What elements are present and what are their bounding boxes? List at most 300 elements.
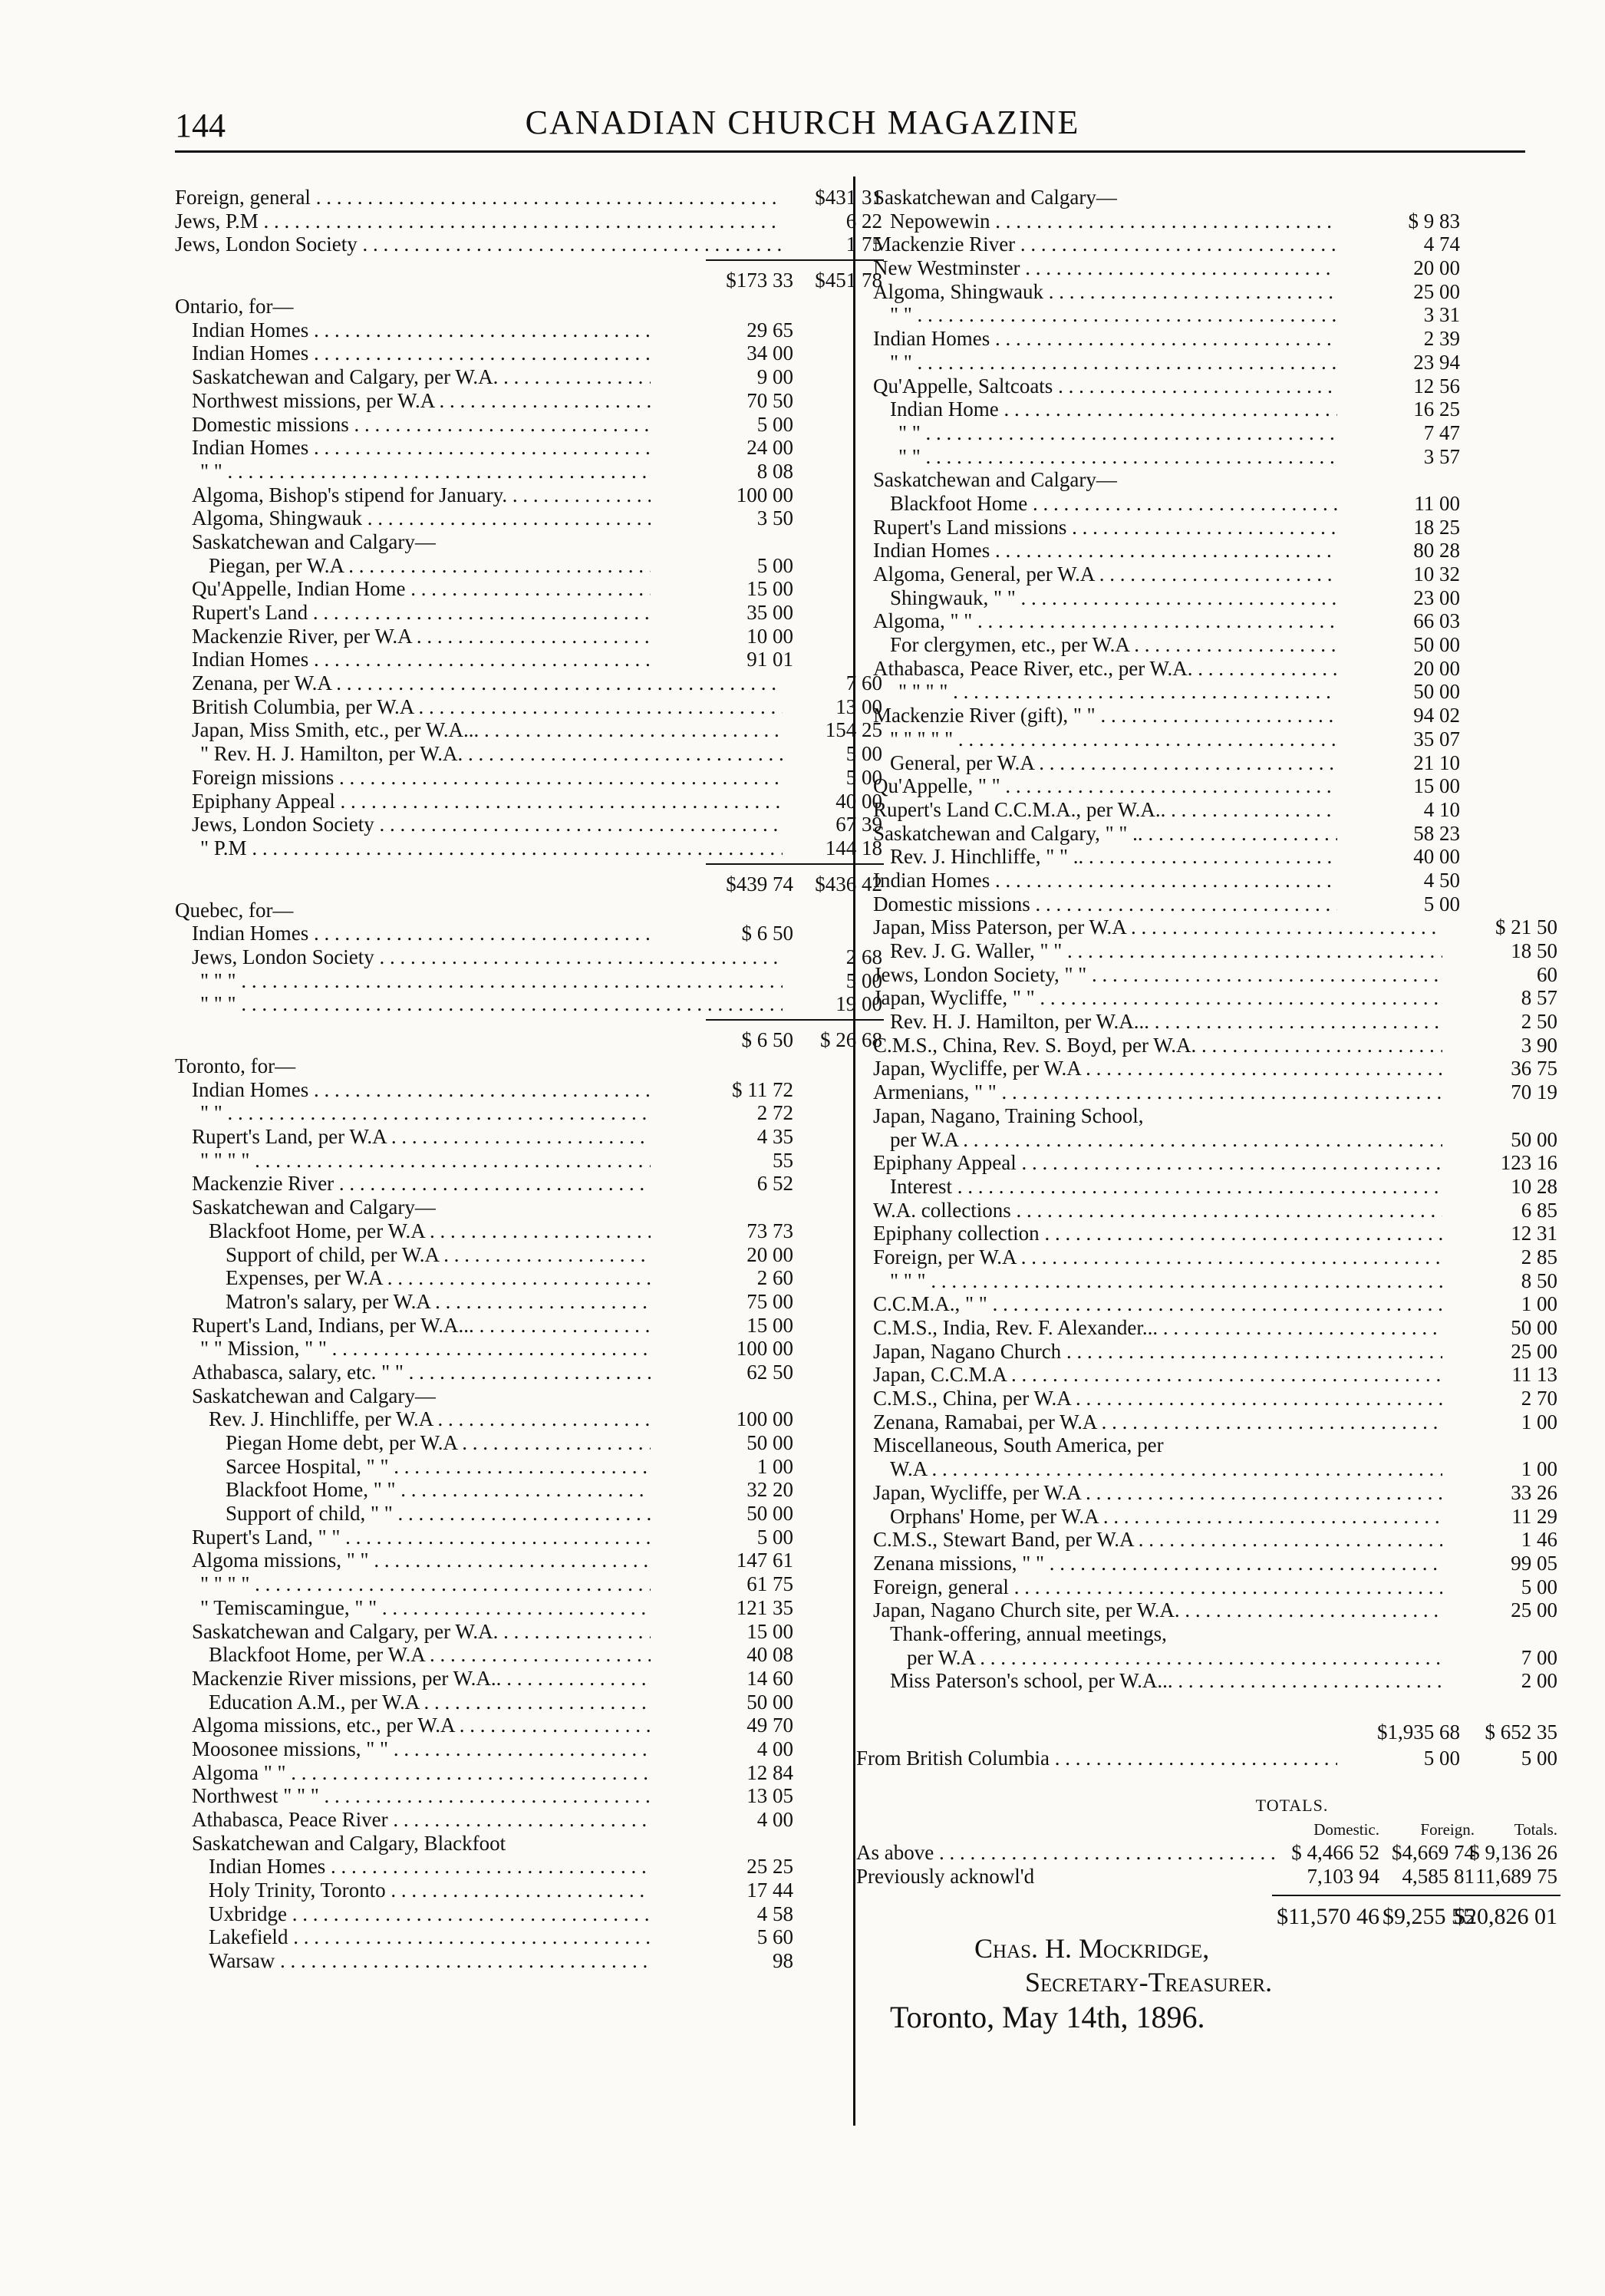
entry-row [175,945,882,969]
entry-row [175,625,844,648]
amount-domestic: 12 84 [746,1760,793,1784]
amount-domestic: 50 00 [1413,680,1460,704]
entry-row [873,1292,1557,1316]
entry-row [175,1243,844,1267]
subtotal-foreign: $451 78 [815,269,882,292]
amount-foreign: 13 00 [835,694,882,718]
amount-domestic: 62 50 [746,1360,793,1384]
amount-foreign: 67 39 [835,813,882,836]
entry-label: Epiphany Appeal . . . [873,1151,1442,1175]
amount-domestic: 40 00 [1413,845,1460,869]
entry-row [873,1104,1511,1128]
amount-foreign: 6 22 [845,209,882,233]
amount-foreign: 1 00 [1521,1410,1557,1433]
entry-row [873,1151,1557,1175]
entry-label: Indian Homes . . . [192,341,651,365]
entry-row [873,256,1511,280]
signature: Secretary-Treasurer. [1025,1966,1273,1997]
entry-label: Indian Homes . . . [192,436,651,460]
entry-label: Mackenzie River, per W.A . . . [192,625,651,648]
amount-domestic: $ 11 72 [732,1077,793,1101]
entry-row [873,1410,1557,1434]
entry-label: Zenana, per W.A . . . [192,671,783,695]
entry-label: Rev. J. Hinchliffe, " " .. . . . [890,845,1337,869]
amount-domestic: 23 94 [1413,350,1460,374]
totals-label: As above . . . [856,1841,1275,1865]
amount-domestic: 5 00 [756,412,793,436]
entry-label: Foreign missions . . . [192,766,783,790]
entry-label: Zenana, Ramabai, per W.A . . . [873,1410,1442,1434]
entry-row [175,483,844,507]
entry-label: Japan, Wycliffe, per W.A . . . [873,1057,1442,1080]
subtotal-foreign: $436 42 [815,872,882,896]
entry-label: Mackenzie River . . . [873,233,1337,256]
entry-label: Lakefield . . . [209,1925,651,1949]
entry-label: " " " . . . [890,1269,1442,1293]
totals-domestic: $ 4,466 52 [1291,1841,1379,1865]
amount-domestic: 4 00 [756,1808,793,1831]
header-domestic: Domestic. [1313,1819,1379,1839]
amount-foreign: 33 26 [1511,1480,1557,1504]
page-title: CANADIAN CHURCH MAGAZINE [525,104,1080,141]
entry-label: Piegan Home debt, per W.A . . . [226,1431,651,1455]
amount-domestic: 4 00 [756,1737,793,1760]
amount-foreign: 36 75 [1511,1057,1557,1080]
entry-label: Indian Homes . . . [192,1078,651,1102]
entry-label: Shingwauk, " " . . . [890,586,1337,610]
amount-domestic: 12 56 [1413,374,1460,398]
amount-foreign: 2 70 [1521,1387,1557,1410]
header-foreign: Foreign. [1420,1819,1475,1839]
entry-label: Nepowewin . . . [890,209,1337,233]
totals-rule [873,1889,1511,1901]
amount-domestic: 4 35 [756,1125,793,1149]
entry-row [175,1337,844,1361]
entry-label: Rupert's Land, Indians, per W.A... . . . [192,1314,651,1338]
amount-domestic: 5 60 [756,1925,793,1949]
entry-label: W.A. collections . . . [873,1199,1442,1222]
entry-row [873,1339,1557,1364]
entry-label: per W.A . . . [907,1646,1442,1670]
entry-row [873,1010,1557,1034]
subtotal-domestic: $1,935 68 [1377,1720,1460,1743]
entry-row [873,1575,1557,1599]
entry-label: Saskatchewan and Calgary— [192,1384,436,1407]
entry-label: Foreign, general . . . [873,1575,1442,1599]
amount-domestic: 20 00 [1413,256,1460,280]
entry-label: " " . . . [898,445,1337,469]
amount-domestic: 3 50 [756,506,793,530]
amount-foreign: 11 13 [1511,1363,1557,1387]
amount-domestic: 17 44 [746,1879,793,1902]
subtotal-rule [175,256,844,264]
entry-row [175,1407,844,1431]
entry-row [873,869,1511,892]
entry-label: Miscellaneous, South America, per [873,1433,1164,1457]
entry-row [873,1222,1557,1245]
amount-domestic: 18 25 [1413,515,1460,539]
entry-row [873,1363,1557,1387]
entry-label: " " . . . [898,421,1337,445]
amount-foreign: 19 00 [835,992,882,1016]
amount-domestic: 2 60 [756,1266,793,1290]
entry-row [873,1457,1557,1481]
entry-row [873,939,1557,963]
subtotal-row [175,1024,882,1054]
amount-foreign: 8 57 [1521,986,1557,1010]
entry-row [175,1290,844,1314]
entry-label: Qu'Appelle, " " . . . [873,774,1337,798]
entry-row [175,742,882,766]
entry-row [175,1784,844,1808]
entry-row [873,915,1557,939]
entry-row [175,1855,844,1879]
amount-domestic: 15 00 [746,577,793,601]
entry-row [175,1572,844,1596]
entry-label: Mackenzie River (gift), " " . . . [873,704,1337,727]
entry-label: W.A . . . [890,1457,1442,1481]
amount-foreign: 50 00 [1511,1316,1557,1339]
entry-row [873,751,1511,775]
entry-row [873,233,1511,256]
entry-row [175,1949,844,1973]
entry-label: Algoma missions, " " . . . [192,1549,651,1572]
amount-foreign: 1 00 [1521,1457,1557,1481]
totals-heading: TOTALS. [1255,1795,1329,1815]
amount-domestic: 98 [773,1949,793,1973]
entry-label: Saskatchewan and Calgary, per W.A. . . . [192,365,651,389]
amount-domestic: 1 00 [756,1454,793,1478]
entry-label: Armenians, " " . . . [873,1080,1442,1104]
entry-row [175,1314,844,1338]
amount-domestic: 70 50 [746,388,793,412]
subtotal-domestic: $ 6 50 [741,1028,793,1051]
amount-domestic: 49 70 [746,1714,793,1737]
entry-row [175,813,882,836]
subtotal-domestic: $439 74 [726,872,793,896]
entry-row [873,327,1511,351]
totals-total: $ 9,136 26 [1469,1841,1557,1865]
amount-domestic: 61 75 [746,1572,793,1596]
amount-foreign: 2 68 [845,945,882,968]
entry-label: Moosonee missions, " " . . . [192,1737,651,1761]
entry-row [175,1691,844,1714]
entry-row [175,1172,844,1196]
entry-row [175,992,882,1016]
amount-domestic: 11 00 [1414,491,1460,515]
entry-label: Indian Homes . . . [192,922,651,945]
entry-row [175,1502,844,1526]
amount-domestic: 14 60 [746,1666,793,1690]
amount-foreign: 99 05 [1511,1551,1557,1575]
amount-domestic: 7 47 [1423,421,1460,444]
entry-label: Japan, Wycliffe, " " . . . [873,986,1442,1010]
entry-row [175,1455,844,1479]
section-heading [175,1196,844,1219]
entry-row [175,1361,844,1384]
totals-domestic: 7,103 94 [1307,1865,1379,1889]
entry-row [873,445,1511,469]
entry-row [175,506,844,530]
entry-row [873,609,1511,633]
spacer [873,1770,1511,1793]
entry-row [175,186,882,209]
amount-domestic: 25 25 [746,1855,793,1879]
amount-domestic: 4 74 [1423,233,1460,256]
entry-label: Japan, Nagano Church site, per W.A. . . . [873,1598,1442,1622]
entry-row [175,694,882,719]
amount-foreign: 6 85 [1521,1198,1557,1222]
amount-foreign: 10 28 [1511,1174,1557,1198]
entry-label: From British Columbia . . . [856,1747,1337,1770]
subtotal-row [175,264,882,295]
entry-label: Algoma, Bishop's stipend for January. . . . [192,483,651,507]
entry-label: C.C.M.A., " " . . . [873,1292,1442,1316]
subtotal-rule [175,1016,844,1024]
entry-label: Epiphany Appeal . . . [192,790,783,813]
header-rule [175,150,1525,153]
entry-label: Japan, Wycliffe, per W.A . . . [873,1481,1442,1505]
entry-label: Indian Home . . . [890,398,1337,421]
entry-row [873,892,1511,916]
entry-label: Thank-offering, annual meetings, [890,1621,1167,1645]
amount-domestic: 50 00 [746,1690,793,1714]
entry-row [175,1714,844,1737]
entry-label: Epiphany collection . . . [873,1222,1442,1245]
amount-domestic: 50 00 [1413,633,1460,657]
entry-row [873,1669,1557,1693]
entry-label: Warsaw . . . [209,1949,651,1973]
entry-row [873,1127,1557,1152]
entry-row [873,280,1511,304]
entry-label: Athabasca, Peace River . . . [192,1808,651,1832]
entry-row [175,1125,844,1149]
section-heading [175,1054,844,1078]
entry-label: " " . . . [200,460,651,483]
entry-row [873,962,1557,987]
amount-domestic: 15 00 [746,1313,793,1337]
entry-row [873,1528,1557,1552]
entry-row [175,1925,844,1949]
amount-domestic: 35 07 [1413,727,1460,750]
entry-label: Jews, London Society . . . [192,945,783,969]
entry-label: Algoma, Shingwauk . . . [192,506,651,530]
entry-label: " P.M . . . [200,836,783,860]
entry-label: Mackenzie River . . . [192,1172,651,1196]
entry-label: C.M.S., India, Rev. F. Alexander... . . . [873,1316,1442,1340]
amount-domestic: 50 00 [746,1502,793,1526]
entry-label: Foreign, per W.A . . . [873,1245,1442,1269]
amount-domestic: 15 00 [746,1619,793,1643]
entry-row [175,1078,844,1102]
entry-row [175,1549,844,1572]
entry-label: Sarcee Hospital, " " . . . [226,1455,651,1479]
entry-label: Rupert's Land, per W.A . . . [192,1125,651,1149]
entry-label: Rupert's Land, " " . . . [192,1526,651,1549]
entry-row [175,1737,844,1761]
amount-domestic: 91 01 [746,648,793,671]
entry-label: Blackfoot Home, " " . . . [226,1478,651,1502]
entry-row [873,727,1511,751]
entry-label: " Temiscamingue, " " . . . [200,1596,651,1620]
entry-label: Ontario, for— [175,295,294,318]
entry-label: Jews, London Society . . . [192,813,783,836]
entry-label: Northwest missions, per W.A . . . [192,389,651,413]
entry-label: Support of child, " " . . . [226,1502,651,1526]
amount-domestic: 34 00 [746,341,793,365]
entry-label: Rupert's Land . . . [192,601,651,625]
amount-domestic: 147 61 [736,1549,793,1572]
entry-label: Rupert's Land missions . . . [873,516,1337,539]
entry-row [873,351,1511,374]
amount-foreign: 5 00 [845,968,882,992]
entry-label: Holy Trinity, Toronto . . . [209,1879,651,1902]
entry-row [175,718,882,742]
totals-column-headers [873,1818,1557,1842]
entry-row [175,1620,844,1644]
entry-row [175,1879,844,1902]
entry-label: " " . . . [890,303,1337,327]
amount-foreign: 5 00 [1521,1747,1557,1770]
entry-label: Toronto, for— [175,1054,296,1077]
entry-label: " " . . . [200,1101,651,1125]
entry-row [873,303,1511,327]
entry-row [175,577,844,601]
amount-foreign: 2 85 [1521,1245,1557,1268]
entry-row [873,1268,1557,1293]
amount-foreign: 7 00 [1521,1645,1557,1669]
amount-foreign: 60 [1537,962,1557,986]
entry-label: " " " " . . . [898,680,1337,704]
entry-row [873,562,1511,586]
amount-domestic: 3 31 [1423,303,1460,327]
amount-foreign: 70 19 [1511,1080,1557,1104]
amount-domestic: 100 00 [736,1337,793,1361]
entry-row [175,233,882,256]
entry-label: Rev. J. Hinchliffe, per W.A . . . [209,1407,651,1431]
amount-foreign: 40 00 [835,789,882,813]
totals-row [856,1841,1557,1865]
amount-domestic: 4 58 [756,1902,793,1925]
entry-row [175,968,882,993]
entry-row [873,1057,1557,1080]
amount-domestic: 23 00 [1413,586,1460,609]
totals-label: Previously acknowl'd [856,1865,1035,1889]
signature: Chas. H. Mockridge, [974,1932,1210,1964]
entry-label: Indian Homes . . . [192,648,651,671]
entry-row [175,1808,844,1832]
entry-row [873,1433,1511,1457]
amount-foreign: 25 00 [1511,1339,1557,1363]
entry-row [175,671,882,695]
entry-row [175,1219,844,1243]
subtotal-foreign: $ 652 35 [1485,1720,1557,1743]
entry-label: C.M.S., China, per W.A . . . [873,1387,1442,1410]
amount-domestic: 15 00 [1413,774,1460,798]
amount-domestic: 29 65 [746,318,793,341]
entry-row [175,341,844,365]
grand-total-foreign: $9,255 55 [1383,1903,1475,1929]
entry-row [873,798,1511,822]
entry-row [175,1101,844,1125]
entry-label: Jews, London Society . . . [175,233,783,256]
entry-label: Jews, London Society, " " . . . [873,963,1442,987]
entry-label: Algoma, General, per W.A . . . [873,562,1337,586]
entry-label: Domestic missions . . . [873,892,1337,916]
entry-label: Qu'Appelle, Indian Home . . . [192,577,651,601]
entry-row [873,539,1511,562]
amount-foreign: 5 00 [845,765,882,789]
entry-row [873,516,1511,539]
grand-total-total: $20,826 01 [1454,1903,1557,1929]
entry-label: Saskatchewan and Calgary— [192,529,436,553]
subtotal-row [175,868,882,899]
subtotal-foreign: $ 26 68 [820,1028,882,1051]
entry-row [873,1598,1557,1622]
entry-row [175,789,882,813]
entry-row [873,822,1511,846]
entry-label: " " . . . [890,351,1337,374]
amount-domestic: 58 23 [1413,821,1460,845]
entry-row [175,601,844,625]
amount-domestic: 50 00 [746,1431,793,1454]
entry-row [873,774,1511,798]
entry-label: Athabasca, salary, etc. " " . . . [192,1361,651,1384]
amount-foreign: 18 50 [1511,939,1557,962]
entry-label: Jews, P.M . . . [175,209,783,233]
amount-foreign: 8 50 [1521,1268,1557,1292]
entry-label: British Columbia, per W.A . . . [192,695,783,719]
amount-domestic: 5 00 [1423,892,1460,915]
entry-label: Indian Homes . . . [192,318,651,342]
entry-label: Interest . . . [890,1175,1442,1199]
entry-label: Domestic missions . . . [192,413,651,437]
entry-label: Indian Homes . . . [873,539,1337,562]
entry-row [175,648,844,671]
entry-row [175,209,882,233]
amount-foreign: 1 75 [845,233,882,256]
amount-foreign: 5 00 [1521,1575,1557,1598]
amount-domestic: 2 72 [756,1101,793,1125]
entry-row [873,1080,1557,1104]
entry-label: Rev. J. G. Waller, " " . . . [890,939,1442,963]
amount-domestic: 66 03 [1413,609,1460,633]
entry-row [873,1387,1557,1410]
entry-label: Japan, Nagano Church . . . [873,1340,1442,1364]
entry-row [175,413,844,437]
entry-label: " " " " . . . [200,1572,651,1596]
entry-row [175,1478,844,1502]
entry-row [873,1480,1557,1505]
left-column [175,186,882,1973]
totals-total: 11,689 75 [1475,1865,1557,1889]
entry-label: " " " . . . [200,969,783,993]
entry-row [175,1431,844,1455]
totals-foreign: $4,669 74 [1392,1841,1475,1865]
grand-total-domestic: $11,570 46 [1277,1903,1379,1929]
entry-row [175,1149,844,1173]
entry-label: Miss Paterson's school, per W.A... . . . [890,1669,1442,1693]
grand-total-row [873,1901,1557,1931]
entry-row [175,1596,844,1620]
entry-label: per W.A . . . [890,1128,1442,1152]
entry-label: Matron's salary, per W.A . . . [226,1290,651,1314]
entry-row [175,922,844,945]
entry-label: Japan, C.C.M.A . . . [873,1363,1442,1387]
amount-domestic: 5 00 [1423,1747,1460,1770]
amount-foreign: $431 31 [815,186,882,209]
entry-label: Uxbridge . . . [209,1902,651,1926]
